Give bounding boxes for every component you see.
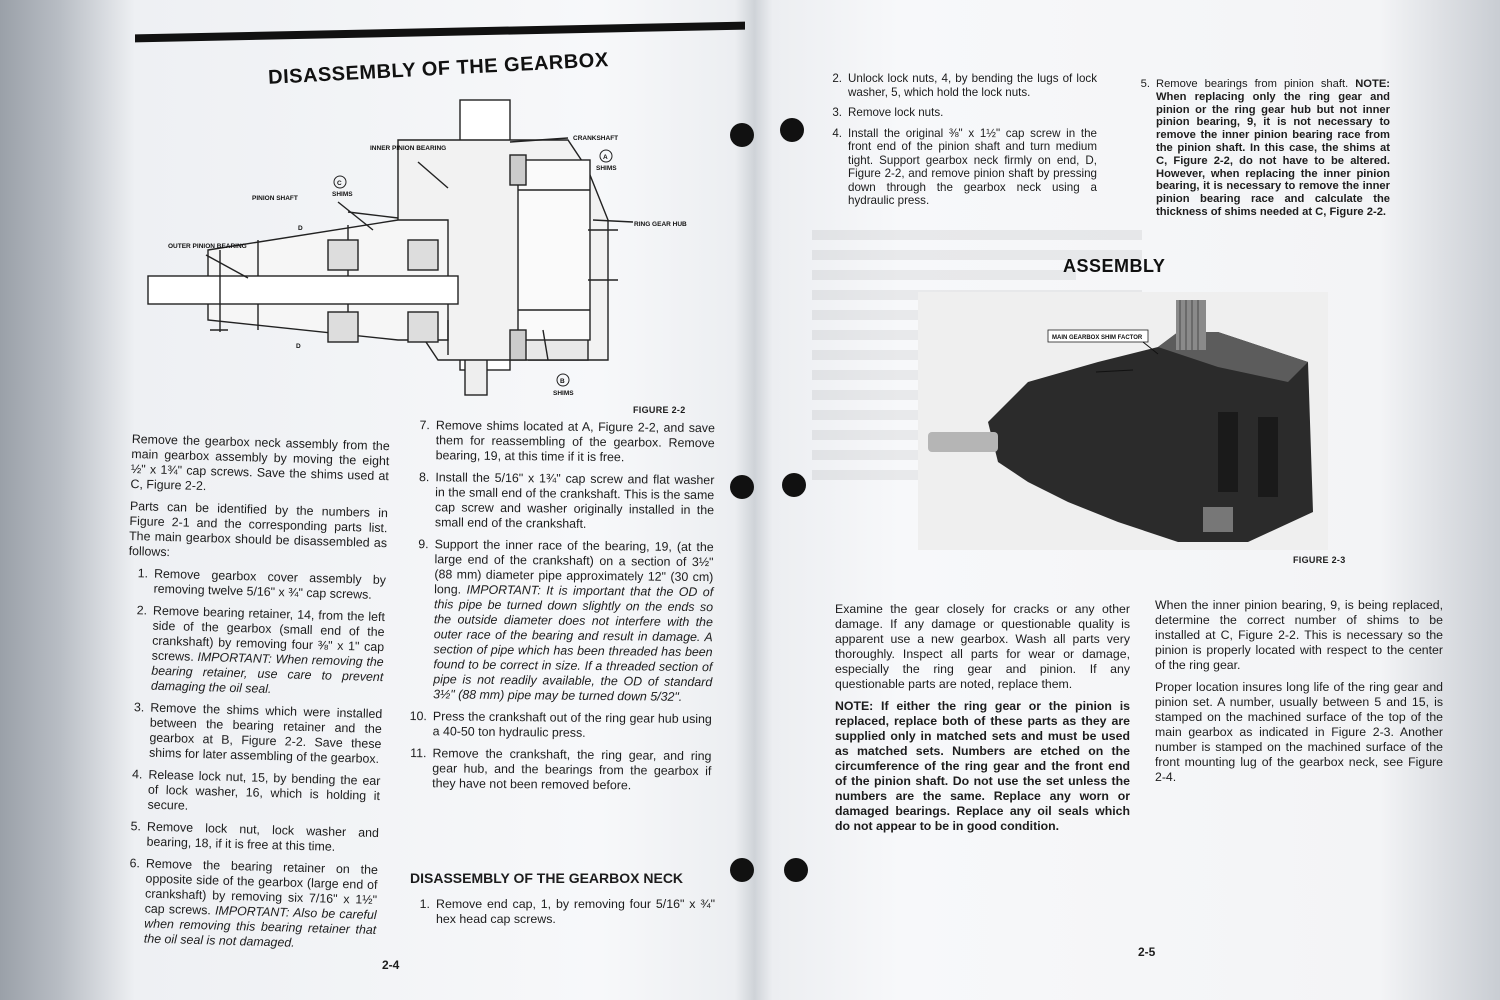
diagram-label-crankshaft: CRANKSHAFT	[573, 135, 619, 142]
list-item: 2. Unlock lock nuts, 4, by bending the lugs of lock washer, 5, which hold the lock nuts.	[832, 72, 1097, 99]
figure-2-3-label: FIGURE 2-3	[1293, 555, 1346, 565]
photo-label-shim-factor: MAIN GEARBOX SHIM FACTOR	[1052, 335, 1143, 341]
inspect-paragraph: Examine the gear closely for cracks or any other damage. If any damage or questionable quality is apparent use a new gearbox. Wash all parts very thoroughly. Inspect all parts for wear or damage, especially the ring gear and pinion. If any questionable parts are noted, replace them.	[835, 602, 1130, 691]
binder-hole	[730, 858, 754, 882]
list-item: 9. Support the inner race of the bearing, 19, (at the large end of the crankshaft) on a section of 3½" (88 mm) diameter pipe approximately 12" (30 cm) long. IMPORTANT: It is important that the OD of this pipe be turned down slightly on the ends so the outside diameter does not interfere with the outer race of the bearing and result in damage. A section of pipe which has been threaded has been found to be correct in size. If a threaded section of pipe is not readily available, the OD of standard 3½" (88 mm) pipe may be turned down 5/32".	[418, 537, 714, 704]
diagram-label-d1: D	[298, 225, 303, 232]
right-column-2	[1130, 78, 1390, 226]
list-item: 4. Install the original ⅜" x 1½" cap screw in the front end of the pinion shaft and turn medium tight. Support gearbox neck firmly on end, D, Figure 2-2, and remove pinion shaft by pressing down through the gearbox neck using a hydraulic press.	[832, 126, 1097, 207]
page-number-right: 2-5	[1138, 945, 1156, 959]
diagram-label-inner-pinion-bearing: INNER PINION BEARING	[370, 145, 447, 152]
binder-hole	[782, 473, 806, 497]
binder-hole	[730, 475, 754, 499]
binder-hole	[730, 123, 754, 147]
list-item: 3. Remove the shims which were installed between the bearing retainer and the gearbox at B, Figure 2-2. Save these shims for later assembling of the gearbox.	[133, 700, 383, 767]
gearbox-cross-section-diagram	[148, 100, 687, 400]
list-item: 11. Remove the crankshaft, the ring gear, and ring gear hub, and the bearings from the gearbox if they have not been removed before.	[410, 746, 712, 793]
gearbox-photo	[918, 292, 1328, 550]
page-number-left: 2-4	[382, 958, 400, 972]
left-column-2	[406, 418, 715, 801]
diagram-label-d2: D	[296, 343, 301, 350]
callout-a: A	[603, 154, 608, 161]
callout-b: B	[560, 378, 565, 385]
diagram-label-pinion-shaft: PINION SHAFT	[252, 195, 298, 202]
diagram-label-shims-a: SHIMS	[596, 165, 617, 172]
list-item: 8. Install the 5/16" x 1¾" cap screw and flat washer in the small end of the crankshaft. This is the same cap screw and washer originally installed in the small end of the crankshaft.	[418, 470, 715, 531]
list-item: 1. Remove gearbox cover assembly by removing twelve 5/16" x ¾" cap screws.	[137, 566, 387, 602]
shim-paragraph: When the inner pinion bearing, 9, is being replaced, determine the correct number of shims to be installed at C, Figure 2-2. This is necessary so the pinion is properly located with respect to the center of the ring gear.	[1155, 598, 1443, 672]
location-paragraph: Proper location insures long life of the ring gear and pinion set. A number, usually between 5 and 15, is stamped on the machined surface of the top of the main gearbox as indicated in Figure 2-3. Another number is stamped on the machined surface of the front mounting lug of the gearbox neck, see Figure 2-4.	[1155, 680, 1443, 784]
list-item: 3. Remove lock nuts.	[832, 106, 944, 119]
figure-2-2-label: FIGURE 2-2	[633, 405, 686, 415]
section-heading-gearbox-neck: DISASSEMBLY OF THE GEARBOX NECK	[410, 870, 684, 886]
callout-c: C	[337, 180, 342, 187]
list-item: 5. Remove bearings from pinion shaft. NOTE: When replacing only the ring gear and pinion or the ring gear hub but not inner pinion bearing, 9, it is not necessary to remove the inner pinion bearing race from the pinion shaft. In this case, the shims at C, Figure 2-2, do not have to be altered. However, when replacing the inner pinion bearing, it is necessary to remove the inner pinion bearing race and calculate the thickness of shims needed at C, Figure 2-2.	[1140, 78, 1391, 218]
diagram-label-ring-gear-hub: RING GEAR HUB	[634, 221, 687, 228]
right-column-1	[822, 72, 1097, 215]
section-heading-assembly: ASSEMBLY	[1063, 256, 1166, 276]
intro-paragraph-1: Remove the gearbox neck assembly from the main gearbox assembly by moving the eight ½" x 1¾" cap screws. Save the shims used at C, Figure 2-2.	[130, 432, 390, 494]
list-item: 10. Press the crankshaft out of the ring gear hub using a 40-50 ton hydraulic press.	[409, 709, 712, 740]
diagram-label-shims-c: SHIMS	[332, 191, 353, 198]
list-item: 5. Remove lock nut, lock washer and bearing, 18, if it is free at this time.	[130, 819, 380, 854]
binder-hole	[784, 858, 808, 882]
left-column-1	[117, 432, 389, 960]
page-title: DISASSEMBLY OF THE GEARBOX	[267, 49, 610, 89]
list-item: 7. Remove shims located at A, Figure 2-2, and save them for reassembling of the gearbox. Remove bearing, 19, at this time if it is free.	[419, 418, 715, 465]
binder-hole	[780, 118, 804, 142]
list-item: 4. Release lock nut, 15, by bending the ear of lock washer, 16, which is holding it secure.	[131, 767, 381, 813]
list-item: 2. Remove bearing retainer, 14, from the left side of the gearbox (small end of the crankshaft) by removing four ⅜" x 1" cap screws. IMPORTANT: When removing the bearing retainer, use care to prevent damaging the oil seal.	[136, 603, 386, 696]
right-column-4	[1155, 598, 1443, 792]
right-column-3	[835, 602, 1130, 841]
diagram-label-shims-b: SHIMS	[553, 390, 574, 397]
neck-steps	[410, 897, 715, 934]
note-paragraph: NOTE: If either the ring gear or the pinion is replaced, replace both of these parts as they are supplied only in matched sets and must be used as matched sets. Numbers are etched on the circumference of the ring gear and the front end of the pinion shaft. Do not use the set unless the numbers are the same. Replace any worn or damaged bearings. Replace any oil seals which do not appear to be in good condition.	[835, 699, 1130, 833]
list-item: 6. Remove the bearing retainer on the opposite side of the gearbox (large end of crankshaft) by removing six 7/16" x 1½" cap screws. IMPORTANT: Also be careful when removing this bearing retainer that the oil seal is not damaged.	[129, 856, 379, 950]
intro-paragraph-2: Parts can be identified by the numbers in Figure 2-1 and the corresponding parts list. The main gearbox should be disassembled as follows:	[128, 498, 389, 560]
diagram-label-outer-pinion-bearing: OUTER PINION BEARING	[168, 243, 247, 250]
list-item: 1. Remove end cap, 1, by removing four 5/16" x ¾" hex head cap screws.	[419, 897, 715, 926]
